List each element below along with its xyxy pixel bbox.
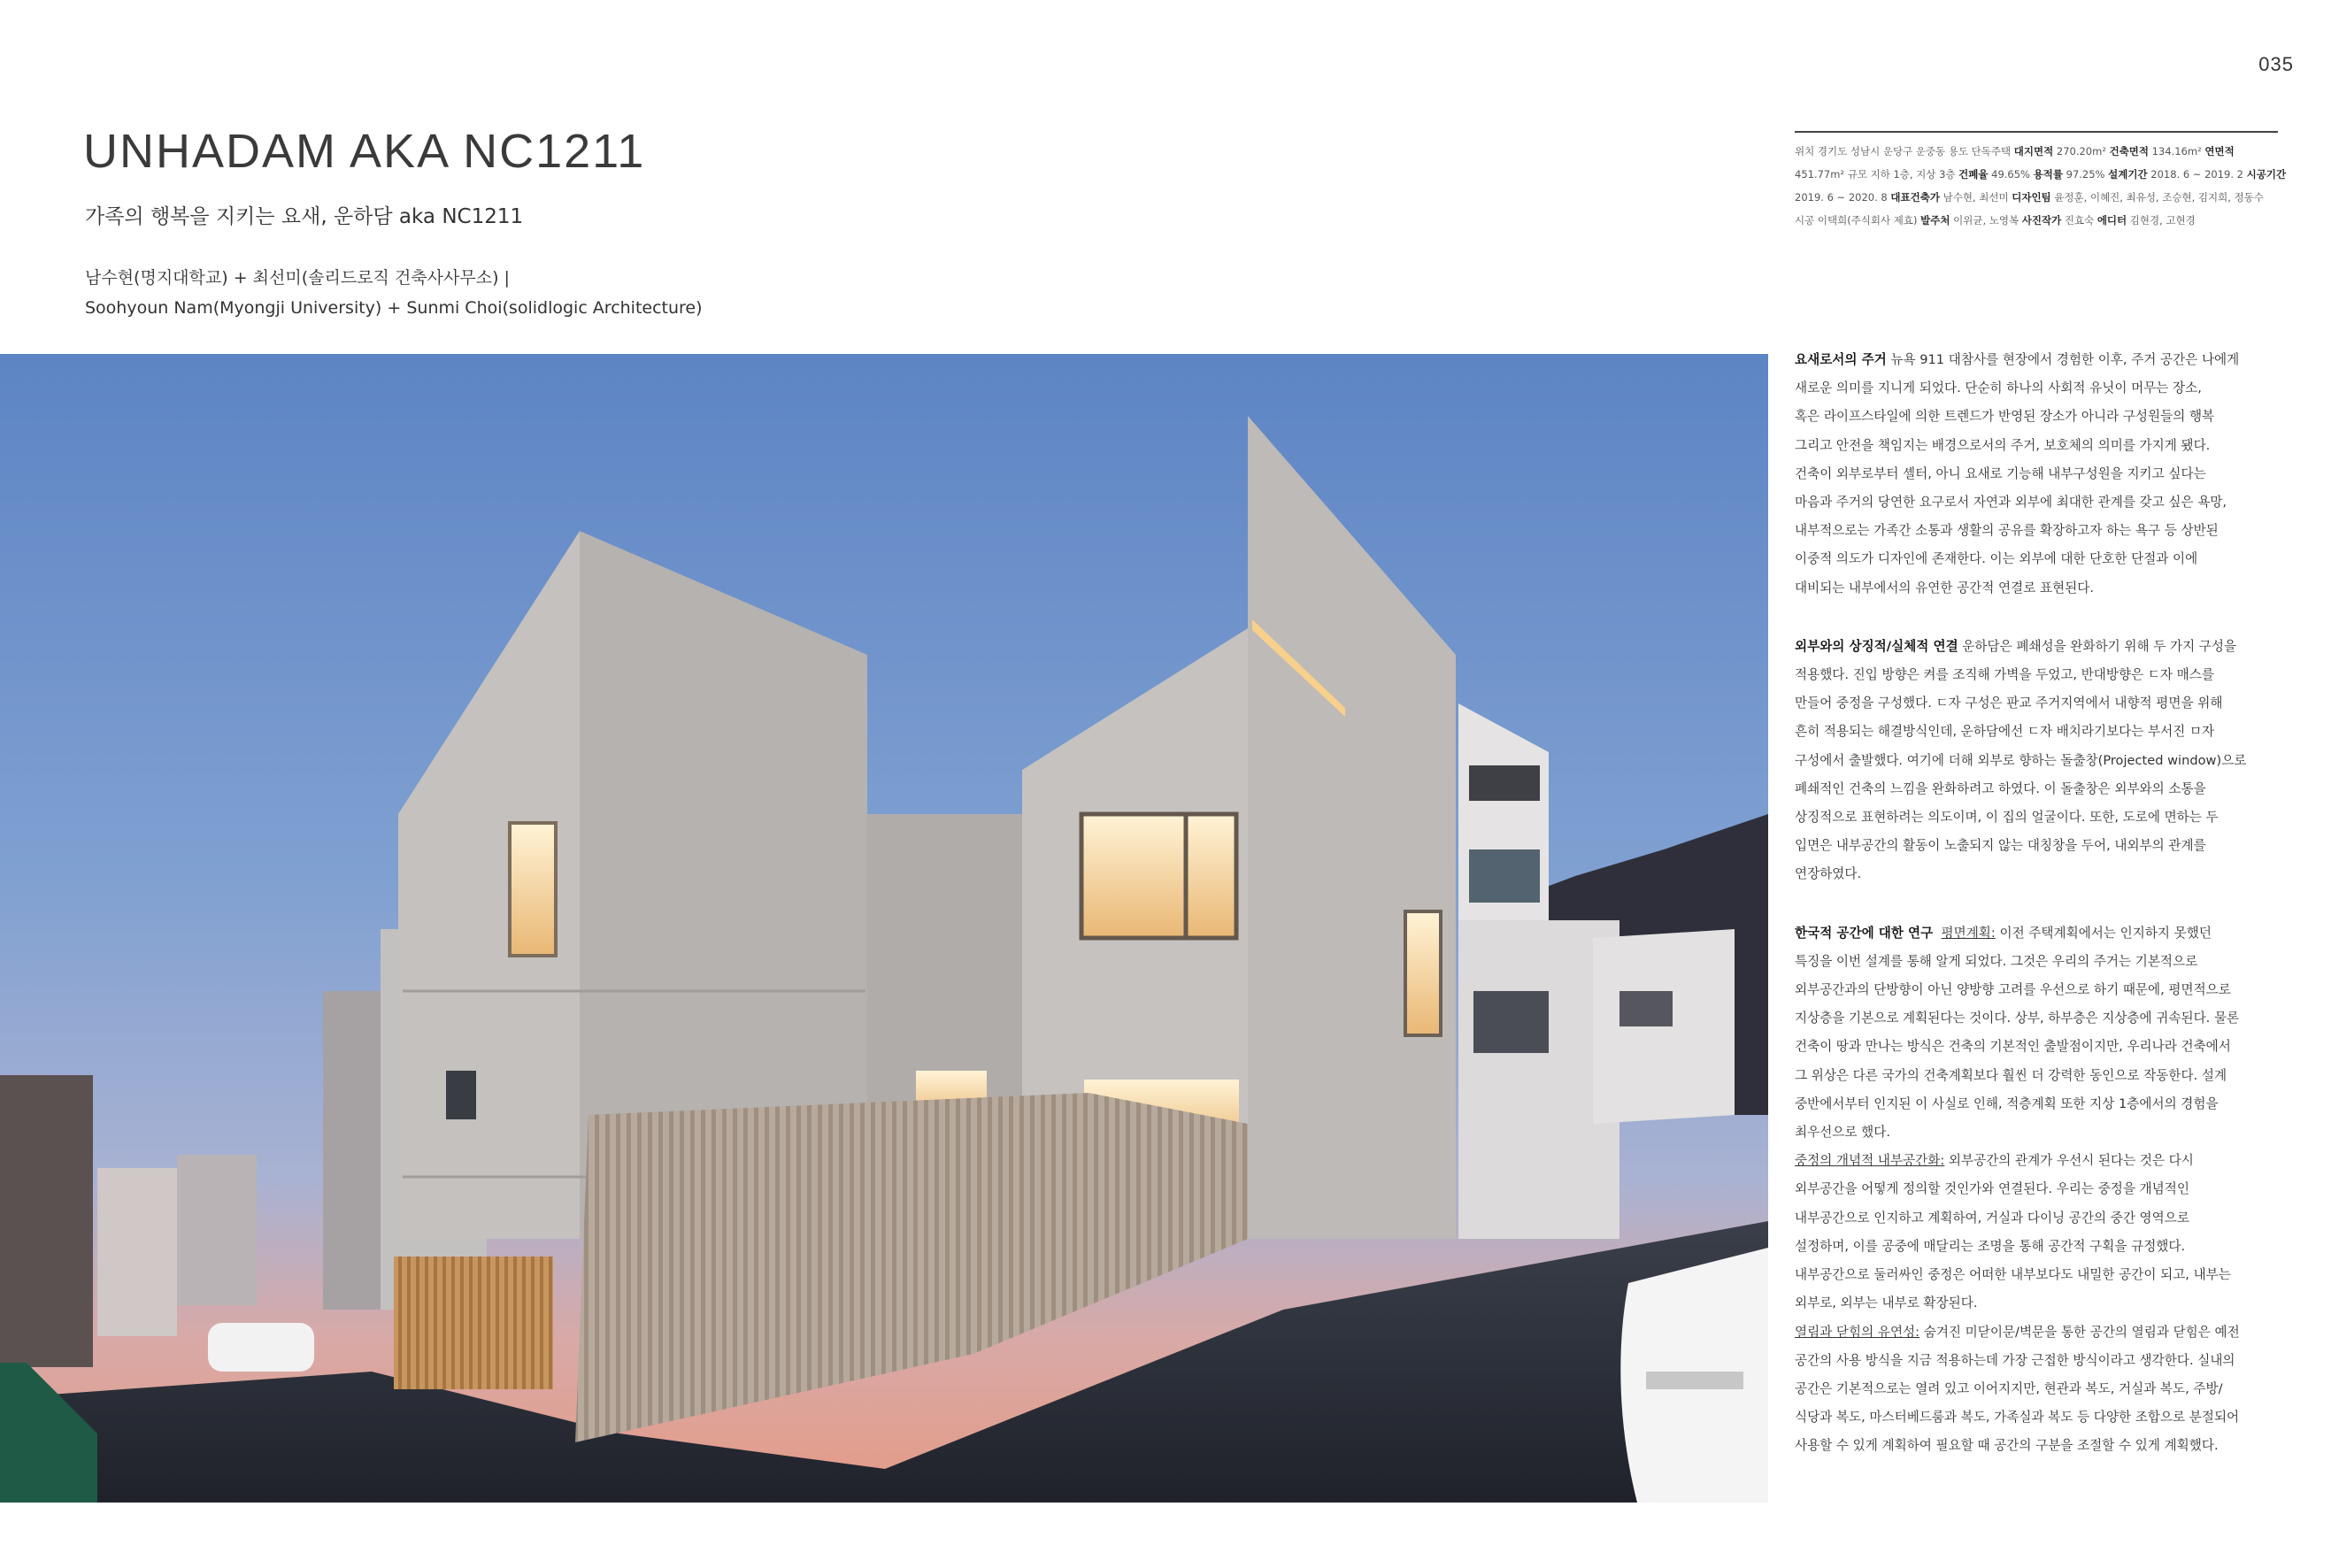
info-construction-period-value: 2019. 6 ~ 2020. 8 (1795, 191, 1891, 204)
info-design-period-label: 설계기간 (2108, 168, 2148, 181)
info-line-2 (1795, 163, 2287, 186)
paragraph-line: 외부와의 상징적/실체적 연결 운하담은 폐쇄성을 완화하기 위해 두 가지 구성을 (1795, 638, 2237, 654)
building-photo (0, 354, 1768, 1503)
paragraph-line: 특징을 이번 설계를 통해 알게 되었다. 그것은 우리의 주거는 기본적으로 (1795, 953, 2198, 969)
info-far-value: 97.25% (2062, 168, 2109, 181)
authors (85, 263, 703, 323)
project-info (1795, 131, 2287, 232)
paragraph-line: 이중적 의도가 디자인에 존재한다. 이는 외부에 대한 단호한 단절과 이에 (1795, 551, 2198, 567)
article-subtitle: 가족의 행복을 지키는 요새, 운하담 aka NC1211 (85, 205, 524, 228)
info-lead-architect-value: 남수현, 최선미 (1939, 191, 2012, 204)
info-construction-period-label: 시공기간 (2246, 168, 2287, 181)
paragraph-line: 내부공간으로 인지하고 계획하여, 거실과 다이닝 공간의 중간 영역으로 (1795, 1210, 2189, 1226)
paragraph-line: 흔히 적용되는 해결방식인데, 운하담에선 ㄷ자 배치라기보다는 부서진 ㅁ자 (1795, 724, 2215, 740)
paragraph-connection (1795, 633, 2278, 889)
paragraph-line: 식당과 복도, 마스터베드룸과 복도, 가족실과 복도 등 다양한 조합으로 분절되어 (1795, 1410, 2240, 1426)
paragraph-line: 지상층을 기본으로 계획된다는 것이다. 상부, 하부층은 지상층에 귀속된다. 물론 (1795, 1011, 2240, 1026)
paragraph-line: 혹은 라이프스타일에 의한 트렌드가 반영된 장소가 아니라 구성원들의 행복 (1795, 409, 2215, 425)
paragraph-line: 그 위상은 다른 국가의 건축계획보다 훨씬 더 강력한 동인으로 작동한다. 설계 (1795, 1067, 2227, 1083)
info-site-area-label: 대지면적 (2013, 145, 2054, 158)
section-heading: 요새로서의 주거 (1795, 352, 1887, 367)
paragraph-line: 폐쇄적인 건축의 느낌을 완화하려고 하였다. 이 돌출창은 외부와의 소통을 (1795, 780, 2206, 796)
info-client-label: 발주처 (1920, 214, 1950, 227)
paragraph-line: 그리고 안전을 책임지는 배경으로서의 주거, 보호체의 의미를 가지게 됐다. (1795, 437, 2211, 453)
paragraph-line: 외부공간과의 단방향이 아닌 양방향 고려를 우선으로 하기 때문에, 평면적으로 (1795, 982, 2231, 998)
info-lead-architect-label: 대표건축가 (1890, 191, 1940, 204)
paragraph-line: 최우선으로 했다. (1795, 1125, 1890, 1141)
paragraph-line: 입면은 내부공간의 활동이 노출되지 않는 대칭창을 두어, 내외부의 관계를 (1795, 838, 2206, 854)
subheading-plan: 평면계획: (1941, 925, 1996, 941)
info-line-4 (1795, 209, 2278, 232)
info-scale: 451.77m² 규모 지하 1층, 지상 3층 (1795, 168, 1959, 181)
paragraph-line: 사용할 수 있게 계획하여 필요할 때 공간의 구분을 조절할 수 있게 계획했다. (1795, 1438, 2219, 1454)
subheading-flexibility: 열림과 닫힘의 유연성: (1795, 1324, 1920, 1340)
info-editor-label: 에디터 (2096, 214, 2127, 227)
info-location: 위치 경기도 성남시 운당구 운중동 용도 단독주택 (1795, 145, 2014, 158)
paragraph-line: 새로운 의미를 지니게 되었다. 단순히 하나의 사회적 유닛이 머무는 장소, (1795, 380, 2202, 396)
left-building (0, 1075, 93, 1367)
paragraph-korean-space (1795, 919, 2278, 1461)
paragraph-line: 내부적으로는 가족간 소통과 생활의 공유를 확장하고자 하는 욕구 등 상반된 (1795, 523, 2219, 539)
info-floor-area-label: 연면적 (2204, 145, 2235, 158)
paragraph-line: 연장하였다. (1795, 866, 1862, 882)
paragraph-line: 마음과 주거의 당연한 요구로서 자연과 외부에 최대한 관계를 갖고 싶은 욕망, (1795, 495, 2227, 511)
authors-english: Soohyoun Nam(Myongji University) + Sunmi Choi(solidlogic Architecture) (85, 298, 703, 318)
paragraph-line: 만들어 중정을 구성했다. ㄷ자 구성은 판교 주거지역에서 내향적 평면을 위해 (1795, 696, 2223, 711)
paragraph-line: 내부공간으로 둘러싸인 중정은 어떠한 내부보다도 내밀한 공간이 되고, 내부는 (1795, 1267, 2231, 1283)
authors-korean: 남수현(명지대학교) + 최선미(솔리드로직 건축사사무소) | (85, 268, 510, 288)
paragraph-line: 대비되는 내부에서의 유연한 공간적 연결로 표현된다. (1795, 580, 2094, 596)
paragraph-line: 공간의 사용 방식을 지금 적용하는데 가장 근접한 방식이라고 생각한다. 실내의 (1795, 1352, 2235, 1368)
info-coverage-value: 49.65% (1988, 168, 2034, 181)
page-number: 035 (2258, 53, 2294, 75)
info-design-team-label: 디자인팀 (2012, 191, 2051, 204)
left-building-2 (97, 1168, 177, 1336)
info-contractor: 시공 이택희(주식회사 제효) (1795, 214, 1921, 227)
parked-car (208, 1323, 314, 1372)
window-left (510, 823, 556, 956)
paragraph-line: 외부공간을 어떻게 정의할 것인가와 연결된다. 우리는 중정을 개념적인 (1795, 1181, 2189, 1197)
paragraph-line: 건축이 외부로부터 셸터, 아니 요새로 기능해 내부구성원을 지키고 싶다는 (1795, 465, 2206, 481)
garage-wood-slats (394, 1257, 553, 1389)
paragraph-line: 공간은 기본적으로는 열려 있고 이어지지만, 현관과 복도, 거실과 복도, 주방/ (1795, 1380, 2223, 1396)
info-line-3 (1795, 186, 2278, 209)
info-editor-value: 김현경, 고현경 (2127, 214, 2196, 227)
paragraph-line: 구성에서 출발했다. 여기에 더해 외부로 향하는 돌출창(Projected window)으로 (1795, 752, 2247, 768)
projected-window (1081, 814, 1236, 938)
info-client-value: 이위균, 노영복 (1950, 214, 2022, 227)
article-title: UNHADAM AKA NC1211 (83, 125, 646, 178)
subheading-courtyard: 중정의 개념적 내부공간화: (1795, 1153, 1945, 1169)
paragraph-line: 상징적으로 표현하려는 의도이며, 이 집의 얼굴이다. 또한, 도로에 면하는 두 (1795, 810, 2219, 826)
info-building-area-value: 134.16m² (2149, 145, 2205, 158)
section-heading: 한국적 공간에 대한 연구 (1795, 925, 1934, 941)
paragraph-fortress (1795, 346, 2278, 603)
info-building-area-label: 건축면적 (2109, 145, 2150, 158)
info-photographer-label: 사진작가 (2021, 214, 2062, 227)
info-photographer-value: 진효숙 (2061, 214, 2097, 227)
paragraph-line: 외부로, 외부는 내부로 확장된다. (1795, 1295, 1978, 1311)
info-design-period-value: 2018. 6 ~ 2019. 2 (2147, 168, 2247, 181)
paragraph-line: 요새로서의 주거 뉴욕 911 대참사를 현장에서 경험한 이후, 주거 공간은 나에게 (1795, 352, 2240, 367)
paragraph-line: 설정하며, 이를 공중에 매달리는 조명을 통해 공간적 구획을 규정했다. (1795, 1238, 2186, 1254)
section-fortress (1795, 346, 2278, 1491)
info-site-area-value: 270.20m² (2053, 145, 2110, 158)
paragraph-line: 적용했다. 진입 방향은 켜를 조직해 가벽을 두었고, 반대방향은 ㄷ자 매스를 (1795, 667, 2214, 683)
paragraph-line: 한국적 공간에 대한 연구 평면계획: 이전 주택계획에서는 인지하지 못했던 (1795, 925, 2212, 941)
info-line-1 (1795, 140, 2278, 163)
paragraph-line: 건축이 땅과 만나는 방식은 건축의 기본적인 출발점이지만, 우리나라 건축에서 (1795, 1039, 2231, 1055)
paragraph-line: 중정의 개념적 내부공간화: 외부공간의 관계가 우선시 된다는 것은 다시 (1795, 1153, 2194, 1169)
paragraph-line: 열림과 닫힘의 유연성: 숨겨진 미닫이문/벽문을 통한 공간의 열림과 닫힘은 예전 (1795, 1324, 2240, 1340)
info-far-label: 용적률 (2033, 168, 2063, 181)
section-heading: 외부와의 상징적/실체적 연결 (1795, 638, 1958, 654)
info-coverage-label: 건폐율 (1958, 168, 1989, 181)
paragraph-line: 중반에서부터 인지된 이 사실로 인해, 적층계획 또한 지상 1층에서의 경험을 (1795, 1095, 2219, 1111)
info-design-team-value: 윤정훈, 이혜진, 최유성, 조승현, 김지희, 정동수 (2050, 191, 2264, 204)
